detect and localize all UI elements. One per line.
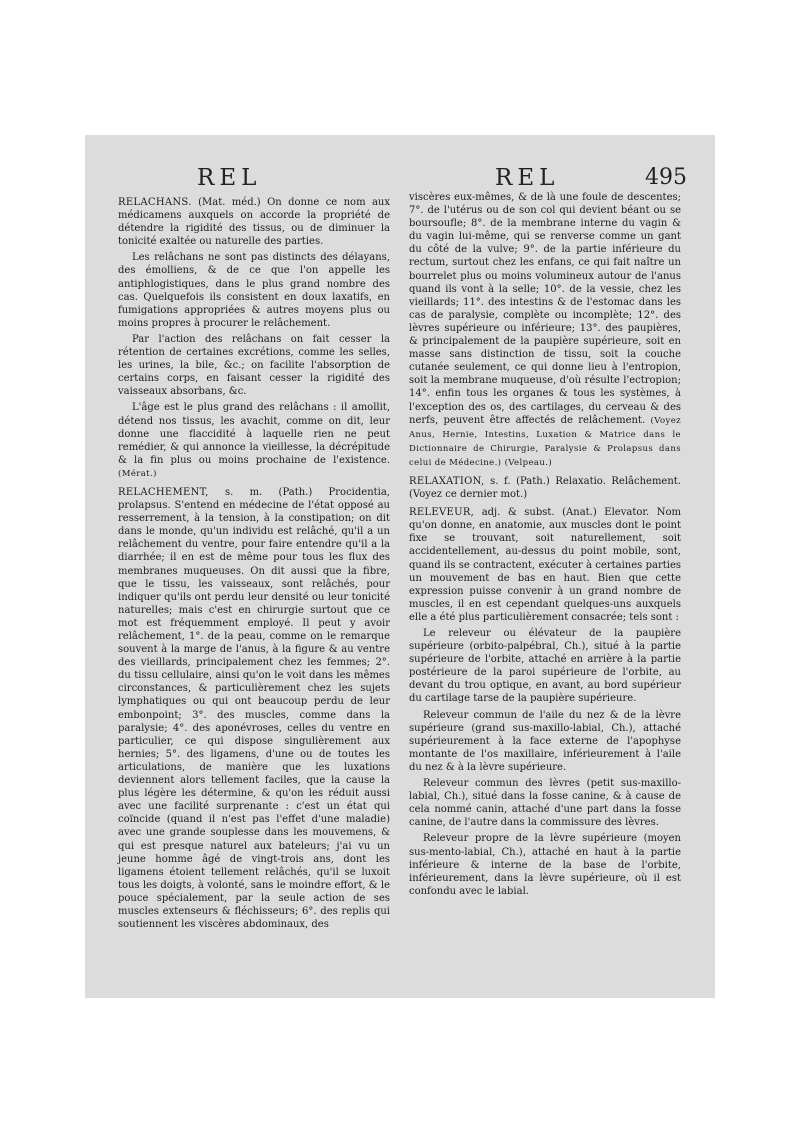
headword: RELACHANS. [118,197,192,208]
author-signature: (Velpeau.) [504,457,553,468]
paragraph [118,401,390,481]
page-number: 495 [645,165,687,190]
paragraph: Releveur propre de la lèvre supérieure (moyen sus-mento-labial, Ch.), attaché en haut à la partie inférieure & interne de la base de l'orbite, inférieurement, dans la lèvre supérieure, où il est confondu avec le labial. [409,833,681,897]
left-column [118,191,390,934]
paragraph-text: L'âge est le plus grand des relâchans : il amollit, détend nos tissus, les avachit, comme on dit, leur donne une flaccidité à laquelle rien ne peut remédier, & qui annonce la vieillesse, la décrépitude & la fin plus ou moins prochaine de l'existence. [118,402,390,466]
paragraph: Releveur commun des lèvres (petit sus-maxillo-labial, Ch.), situé dans la fosse canine, & à cause de cela nommé canin, attaché d'une part dans la fosse canine, de l'autre dans la commissure des lèvres. [409,778,681,829]
definition: s. m. (Path.) Procidentia, prolapsus. S'entend en médecine de l'état opposé au resserrement, à la tension, à la constipation; on dit dans le monde, qu'un individu est relâché, qu'il a un relâchement du ventre, pour faire entendre qu'il a la diarrhée; il en est de même pour tous les flux des membranes muqueuses. On dit aussi que la fibre, que le tissu, les vaisseaux, sont relâchés, pour indiquer qu'ils ont perdu leur densité ou leur tonicité naturelles; mais c'est en chirurgie surtout que ce mot est fréquemment employé. Il peut y avoir relâchement, 1°. de la peau, comme on le remarque souvent à la marge de l'anus, à la figure & au ventre des vieillards, principalement chez les femmes; 2°. du tissu cellulaire, ainsi qu'on le voit dans les mêmes circonstances, & particulièrement chez les sujets lymphatiques ou qui ont beaucoup perdu de leur embonpoint; 3°. des muscles, comme dans la paralysie; 4°. des aponévroses, celles du ventre en particulier, ce qui dispose singulièrement aux hernies; 5°. des ligamens, d'une ou de toutes les articulations, de manière que les luxations deviennent alors tellement faciles, que la cause la plus légère les détermine, & qu'on les réduit aussi avec une facilité surprenante : c'est un état qui coïncide (quand il n'est pas l'effet d'une maladie) avec une grande souplesse dans les mouvemens, & qui est presque naturel aux bateleurs; j'ai vu un jeune homme âgé de vingt-trois ans, dont les ligamens étoient tellement relâchés, qu'il se luxoit tous les doigts, à volonté, sans le moindre effort, & le pouce spécialement, par la seule action de ses muscles extenseurs & fléchisseurs; 6°. des replis qui soutiennent les viscères abdominaux, des [118,486,390,931]
headword: RELACHEMENT, [118,486,209,498]
entry-relachans [118,196,390,248]
header-left: REL [197,165,262,191]
headword: RELEVEUR, [409,507,475,519]
paragraph: Les relâchans ne sont pas distincts des délayans, des émolliens, & de ce que l'on appelle les antiphlogistiques, dans le plus grand nombre des cas. Quelquefois ils consistent en doux laxatifs, en fumigations appropriées & autres moyens plus ou moins propres à procurer le relâchement. [118,252,390,329]
header-right: REL [495,165,560,191]
headword: RELAXATION, [409,475,485,487]
paragraph: Le releveur ou élévateur de la paupière supérieure (orbito-palpébral, Ch.), situé à la partie supérieure de l'orbite, attaché en arrière à la partie postérieure de la paroi supérieure de l'orbite, au devant du trou optique, en avant, au bord supérieur du cartilage tarse de la paupière supérieure. [409,628,681,705]
entry-relaxation [409,475,681,501]
paragraph-text: viscères eux-mêmes, & de là une foule de descentes; 7°. de l'utérus ou de son col qui devient béant ou se boursoufle; 8°. de la membrane interne du vagin & du vagin lui-même, qui se renverse comme un gant du côté de la vulve; 9°. de la partie inférieure du rectum, surtout chez les enfans, ce qui fait naître un bourrelet plus ou moins volumineux autour de l'anus quand ils vont à la selle; 10°. de la vessie, chez les vieillards; 11°. des intestins & de l'estomac dans les cas de paralysie, complète ou incomplète; 12°. des lèvres supérieure ou inférieure; 13°. des paupières, & principalement de la paupière supérieure, soit en masse sans distinction de tissu, soit la couche cutanée seulement, ce qui donne lieu à l'entropion, soit la membrane muqueuse, d'où résulte l'ectropion; 14°. enfin tous les organes & tous les systèmes, à l'exception des os, des cartilages, du cerveau & des nerfs, peuvent être affectés de relâchement. [409,192,681,426]
definition: (Mat. méd.) On donne ce nom aux médicamens auxquels on accorde la propriété de détendre la rigidité des tissus, ou de diminuer la tonicité exaltée ou naturelle des parties. [118,197,390,248]
paragraph: Releveur commun de l'aile du nez & de la lèvre supérieure (grand sus-maxillo-labial, Ch.), attaché supérieurement à la face externe de l'apophyse montante de l'os maxillaire, inférieurement à l'aile du nez & à la lèvre supérieure. [409,709,681,773]
cross-references: (Voyez Anus, Hernie, Intestins, Luxation & Matrice dans le Dictionnaire de Chirurgie, Paralysie & Prolapsus dans celui de Médecine.) [409,415,682,468]
right-column [409,191,681,901]
definition: adj. & subst. (Anat.) Elevator. Nom qu'on donne, en anatomie, aux muscles dont le point fixe se trouvant, soit naturellement, soit accidentellement, au-dessus du point mobile, sont, quand ils se contractent, exécuter à certaines parties un mouvement de bas en haut. Bien que cette expression puisse convenir à un grand nombre de muscles, il en est cependant quelques-uns auxquels elle a été plus particulièrement consacrée; tels sont : [409,507,682,623]
author-signature: (Mérat.) [118,468,157,479]
paragraph-continued [409,191,681,470]
entry-releveur [409,506,681,624]
paragraph: Par l'action des relâchans on fait cesser la rétention de certaines excrétions, comme les selles, les urines, la bile, &c.; on facilite l'absorption de certains corps, en faisant cesser la rigidité des vaisseaux absorbans, &c. [118,333,390,398]
scanned-page [85,135,715,998]
entry-relachement [118,486,390,931]
definition: s. f. (Path.) Relaxatio. Relâchement. (Voyez ce dernier mot.) [409,475,681,501]
